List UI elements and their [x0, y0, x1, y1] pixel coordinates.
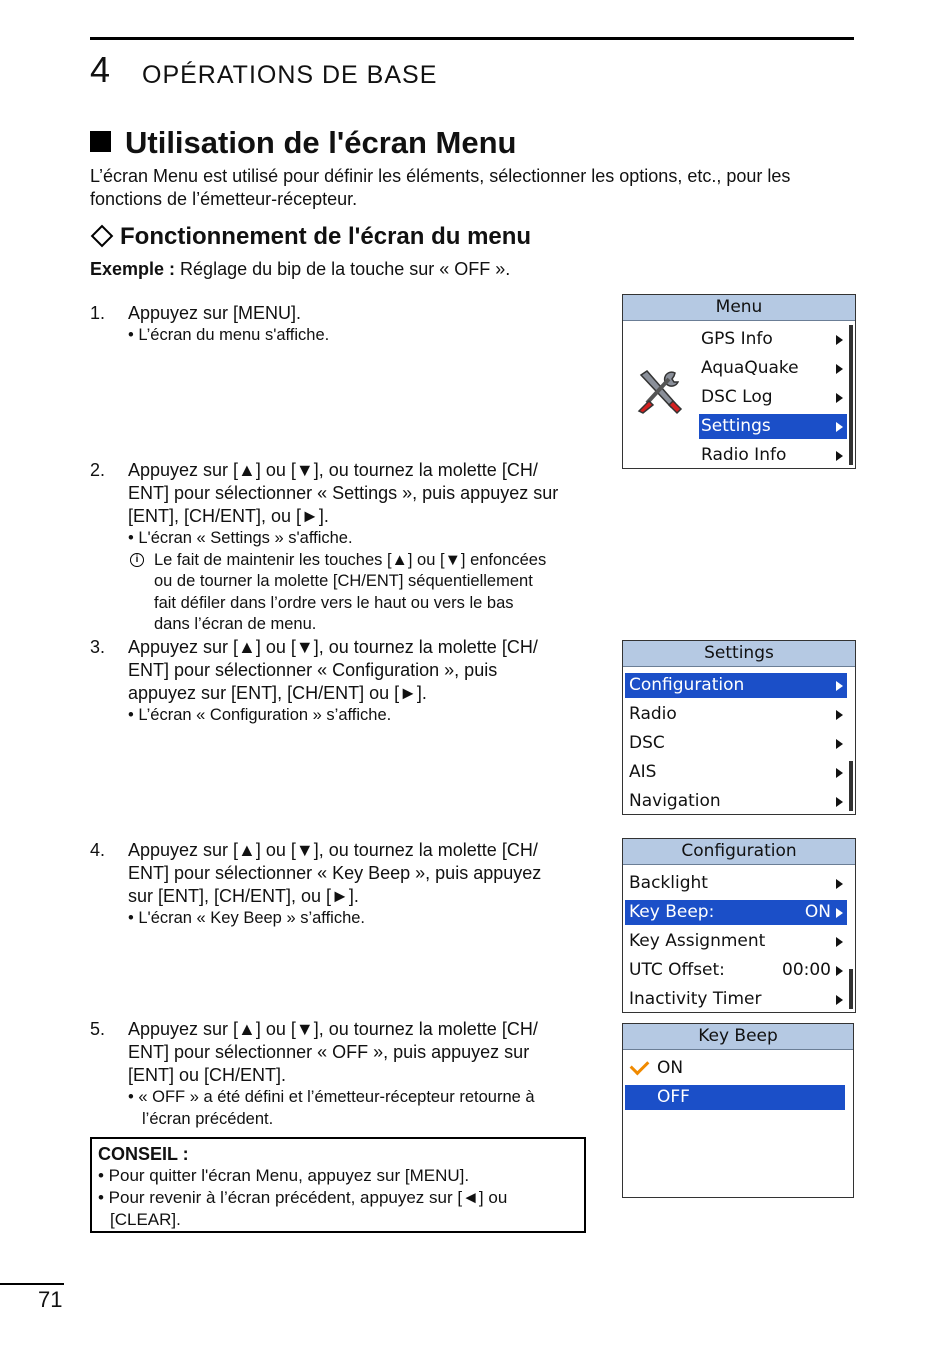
step-1: 1. Appuyez sur [MENU]. • L’écran du menu s'affiche.: [90, 303, 330, 344]
config-item-utc-offset[interactable]: UTC Offset: 00:00: [625, 956, 847, 985]
arrow-right-icon: [836, 422, 843, 432]
arrow-right-icon: [836, 937, 843, 947]
tip-item: • Pour revenir à l’écran précédent, appuyez sur [◄] ou: [98, 1188, 508, 1207]
config-item-inactivity-timer[interactable]: Inactivity Timer: [625, 985, 847, 1014]
arrow-right-icon: [836, 335, 843, 345]
chapter-title: OPÉRATIONS DE BASE: [142, 61, 438, 89]
menu-item-settings[interactable]: Settings: [699, 412, 847, 441]
step-5: 5. Appuyez sur [▲] ou [▼], ou tournez la molette [CH/ ENT] pour sélectionner « OFF », puis appuyez sur [ENT] ou [CH/ENT]. • « OFF » a été défini et l’émetteur-récepteur retourne à l’écran précédent.: [90, 1019, 538, 1128]
checkmark-icon: [630, 1056, 650, 1076]
arrow-right-icon: [836, 768, 843, 778]
scrollbar[interactable]: [849, 325, 853, 465]
key-beep-option-off[interactable]: OFF: [625, 1083, 845, 1112]
key-beep-screen-title: Key Beep: [623, 1024, 853, 1050]
scrollbar[interactable]: [849, 761, 853, 811]
settings-item-radio[interactable]: Radio: [625, 700, 847, 729]
settings-screen: [622, 640, 856, 815]
diamond-bullet-icon: [91, 225, 114, 248]
menu-item-dsc-log[interactable]: DSC Log: [699, 383, 847, 412]
arrow-right-icon: [836, 710, 843, 720]
scrollbar[interactable]: [849, 969, 853, 1009]
tip-item: • Pour quitter l'écran Menu, appuyez sur [MENU].: [98, 1166, 470, 1185]
arrow-right-icon: [836, 995, 843, 1005]
settings-item-navigation[interactable]: Navigation: [625, 787, 847, 816]
menu-item-gps-info[interactable]: GPS Info: [699, 325, 847, 354]
subsection-title: Fonctionnement de l'écran du menu: [90, 222, 531, 252]
utc-offset-value: 00:00: [782, 960, 831, 980]
settings-item-dsc[interactable]: DSC: [625, 729, 847, 758]
arrow-right-icon: [836, 966, 843, 976]
key-beep-value: ON: [804, 902, 831, 922]
square-bullet-icon: [90, 131, 111, 152]
arrow-right-icon: [836, 364, 843, 374]
settings-item-configuration[interactable]: Configuration: [625, 671, 847, 700]
tip-title: CONSEIL :: [98, 1144, 189, 1164]
example-line: Exemple : Réglage du bip de la touche sur « OFF ».: [90, 259, 511, 279]
tip-box: [90, 1137, 586, 1233]
section-title: Utilisation de l'écran Menu: [90, 124, 517, 162]
arrow-right-icon: [836, 797, 843, 807]
step-2: 2. Appuyez sur [▲] ou [▼], ou tournez la molette [CH/ ENT] pour sélectionner « Settings », puis appuyez sur [ENT], [CH/ENT], ou [►]. • L'écran « Settings » s'affiche. i Le fait de maintenir les touches [▲] ou [▼] enfoncées ou de tourner la molette [CH/ENT] séquentiellement fait défiler dans l’ordre vers le haut ou vers le bas dans l’écran de menu.: [90, 459, 595, 636]
arrow-right-icon: [836, 908, 843, 918]
config-item-key-assignment[interactable]: Key Assignment: [625, 927, 847, 956]
menu-item-radio-info[interactable]: Radio Info: [699, 441, 847, 470]
config-item-backlight[interactable]: Backlight: [625, 869, 847, 898]
info-note: i Le fait de maintenir les touches [▲] ou [▼] enfoncées ou de tourner la molette [CH/ENT] séquentiellement fait défiler dans l’ordre vers le haut ou vers le bas dans l’écran de menu.: [130, 550, 595, 636]
top-rule: [90, 37, 854, 40]
config-item-key-beep[interactable]: Key Beep: ON: [625, 898, 847, 927]
page-number: 71: [38, 1287, 63, 1312]
tools-icon: [635, 367, 683, 415]
arrow-right-icon: [836, 451, 843, 461]
settings-item-ais[interactable]: AIS: [625, 758, 847, 787]
arrow-right-icon: [836, 393, 843, 403]
arrow-right-icon: [836, 681, 843, 691]
settings-screen-title: Settings: [623, 641, 855, 667]
key-beep-screen: [622, 1023, 854, 1198]
menu-screen: [622, 294, 856, 469]
step-3: 3. Appuyez sur [▲] ou [▼], ou tournez la molette [CH/ ENT] pour sélectionner « Configuration », puis appuyez sur [ENT], [CH/ENT] ou [►]. • L’écran « Configuration » s’affiche.: [90, 637, 538, 724]
info-icon: i: [130, 553, 144, 567]
menu-screen-title: Menu: [623, 295, 855, 321]
configuration-screen-title: Configuration: [623, 839, 855, 865]
tip-item: [CLEAR].: [110, 1210, 181, 1229]
page-number-rule: [0, 1283, 64, 1285]
step-4: 4. Appuyez sur [▲] ou [▼], ou tournez la molette [CH/ ENT] pour sélectionner « Key Beep », puis appuyez sur [ENT], [CH/ENT], ou [►]. • L'écran « Key Beep » s’affiche.: [90, 840, 542, 927]
key-beep-option-on[interactable]: ON: [625, 1054, 845, 1083]
arrow-right-icon: [836, 879, 843, 889]
section-intro: L’écran Menu est utilisé pour définir les éléments, sélectionner les options, etc., pour les fonctions de l’émetteur-récepteur.: [90, 166, 791, 209]
menu-item-aquaquake[interactable]: AquaQuake: [699, 354, 847, 383]
chapter-number: 4: [90, 49, 111, 90]
arrow-right-icon: [836, 739, 843, 749]
configuration-screen: [622, 838, 856, 1013]
